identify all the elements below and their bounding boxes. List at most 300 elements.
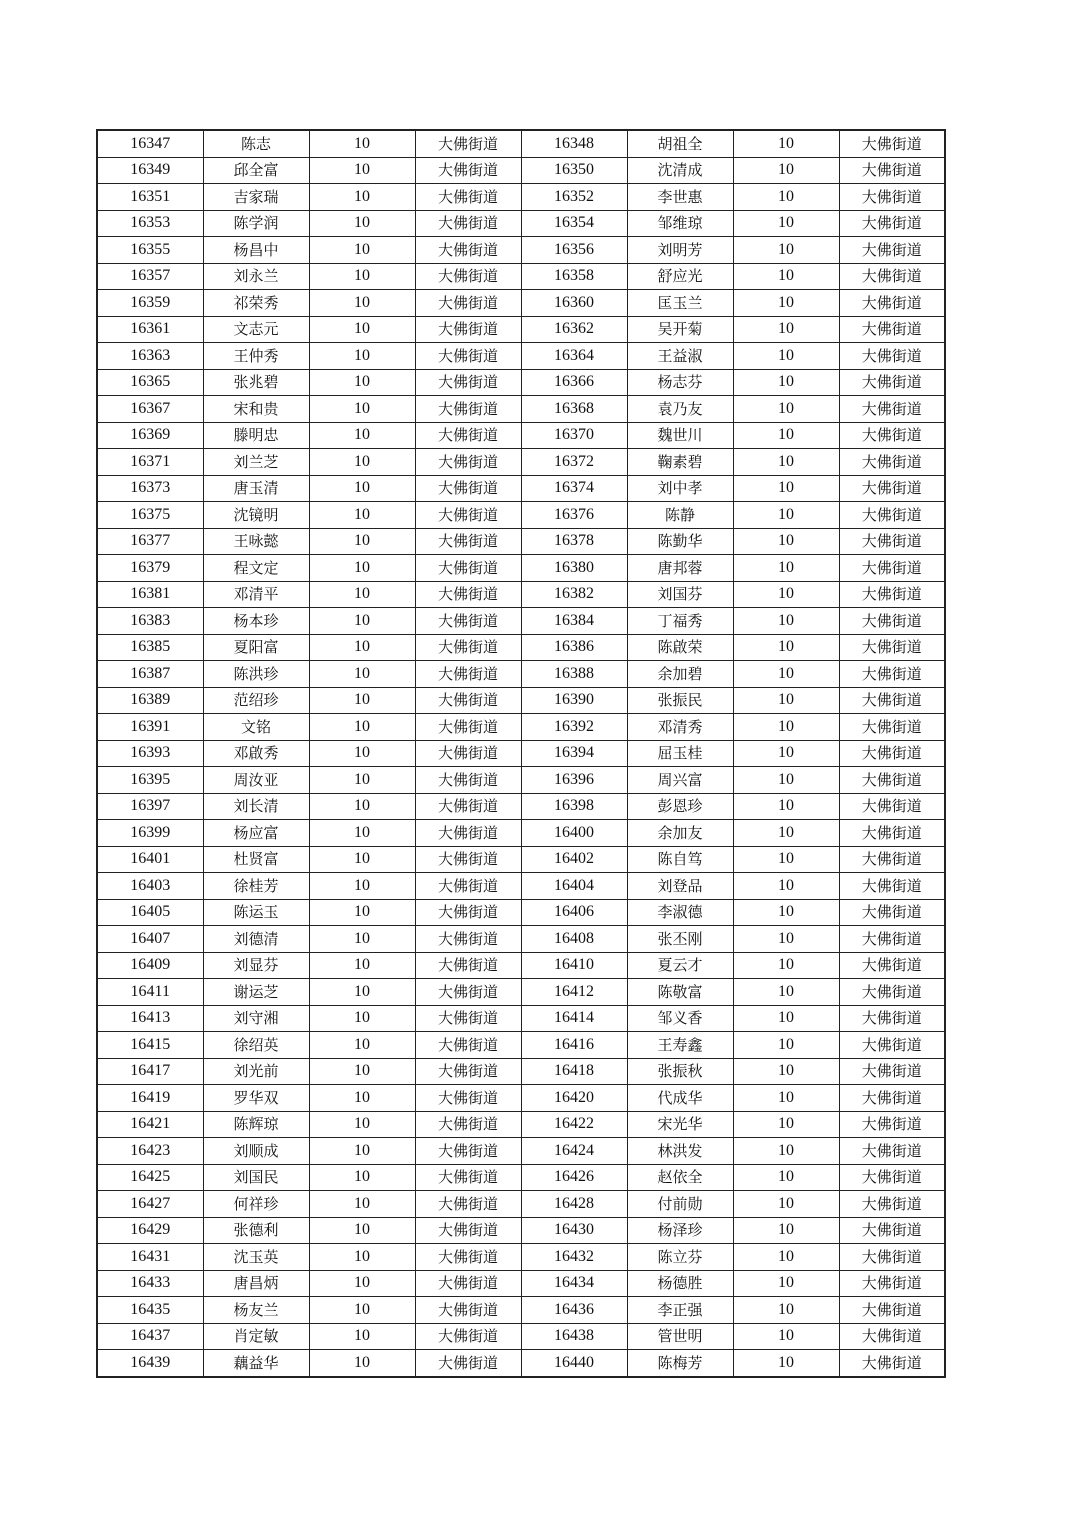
cell-id-right: 16374	[521, 475, 627, 502]
cell-name-right: 张振民	[627, 687, 733, 714]
cell-count-right: 10	[733, 952, 839, 979]
table-row	[97, 1005, 945, 1032]
table-row	[97, 1297, 945, 1324]
cell-count-left: 10	[309, 687, 415, 714]
cell-name-left: 张德利	[203, 1217, 309, 1244]
cell-name-right: 赵依全	[627, 1164, 733, 1191]
cell-id-right: 16412	[521, 979, 627, 1006]
cell-count-right: 10	[733, 316, 839, 343]
cell-id-right: 16422	[521, 1111, 627, 1138]
cell-street-left: 大佛街道	[415, 581, 521, 608]
cell-name-right: 陈立芬	[627, 1244, 733, 1271]
cell-street-left: 大佛街道	[415, 846, 521, 873]
cell-id-left: 16361	[97, 316, 203, 343]
cell-count-left: 10	[309, 740, 415, 767]
cell-name-left: 刘显芬	[203, 952, 309, 979]
cell-id-left: 16423	[97, 1138, 203, 1165]
cell-count-left: 10	[309, 396, 415, 423]
cell-street-left: 大佛街道	[415, 1138, 521, 1165]
cell-id-left: 16415	[97, 1032, 203, 1059]
cell-id-left: 16399	[97, 820, 203, 847]
cell-name-left: 邱全富	[203, 157, 309, 184]
cell-name-right: 匡玉兰	[627, 290, 733, 317]
cell-count-right: 10	[733, 1323, 839, 1350]
cell-street-right: 大佛街道	[839, 846, 945, 873]
cell-name-right: 屈玉桂	[627, 740, 733, 767]
table-row	[97, 1111, 945, 1138]
cell-street-left: 大佛街道	[415, 661, 521, 688]
cell-count-right: 10	[733, 157, 839, 184]
cell-street-right: 大佛街道	[839, 820, 945, 847]
table-row	[97, 555, 945, 582]
cell-street-right: 大佛街道	[839, 316, 945, 343]
cell-name-left: 刘兰芝	[203, 449, 309, 476]
cell-count-left: 10	[309, 1297, 415, 1324]
cell-street-left: 大佛街道	[415, 873, 521, 900]
cell-name-left: 祁荣秀	[203, 290, 309, 317]
table-row	[97, 1270, 945, 1297]
cell-count-right: 10	[733, 422, 839, 449]
cell-count-left: 10	[309, 528, 415, 555]
cell-street-left: 大佛街道	[415, 899, 521, 926]
table-row	[97, 714, 945, 741]
cell-name-left: 杨友兰	[203, 1297, 309, 1324]
cell-street-left: 大佛街道	[415, 422, 521, 449]
cell-count-right: 10	[733, 979, 839, 1006]
cell-street-left: 大佛街道	[415, 396, 521, 423]
cell-count-left: 10	[309, 1032, 415, 1059]
table-row	[97, 899, 945, 926]
cell-count-left: 10	[309, 846, 415, 873]
cell-name-left: 邓清平	[203, 581, 309, 608]
cell-street-left: 大佛街道	[415, 528, 521, 555]
cell-id-right: 16352	[521, 184, 627, 211]
cell-street-right: 大佛街道	[839, 422, 945, 449]
cell-street-left: 大佛街道	[415, 608, 521, 635]
cell-street-left: 大佛街道	[415, 130, 521, 157]
cell-name-left: 刘永兰	[203, 263, 309, 290]
cell-id-left: 16385	[97, 634, 203, 661]
cell-name-left: 程文定	[203, 555, 309, 582]
cell-street-right: 大佛街道	[839, 1217, 945, 1244]
cell-count-left: 10	[309, 449, 415, 476]
cell-count-right: 10	[733, 926, 839, 953]
cell-id-right: 16384	[521, 608, 627, 635]
cell-street-right: 大佛街道	[839, 1138, 945, 1165]
cell-name-left: 徐绍英	[203, 1032, 309, 1059]
cell-street-left: 大佛街道	[415, 1297, 521, 1324]
cell-id-left: 16389	[97, 687, 203, 714]
cell-street-left: 大佛街道	[415, 793, 521, 820]
cell-name-right: 彭恩珍	[627, 793, 733, 820]
cell-street-right: 大佛街道	[839, 899, 945, 926]
table-row	[97, 634, 945, 661]
cell-name-right: 林洪发	[627, 1138, 733, 1165]
cell-name-right: 王寿鑫	[627, 1032, 733, 1059]
cell-street-right: 大佛街道	[839, 740, 945, 767]
cell-street-right: 大佛街道	[839, 1270, 945, 1297]
cell-id-left: 16391	[97, 714, 203, 741]
cell-count-left: 10	[309, 1323, 415, 1350]
cell-street-left: 大佛街道	[415, 1191, 521, 1218]
cell-count-left: 10	[309, 263, 415, 290]
cell-count-left: 10	[309, 793, 415, 820]
cell-id-left: 16405	[97, 899, 203, 926]
table-row	[97, 449, 945, 476]
cell-count-right: 10	[733, 820, 839, 847]
cell-id-left: 16419	[97, 1085, 203, 1112]
cell-count-left: 10	[309, 555, 415, 582]
cell-id-right: 16436	[521, 1297, 627, 1324]
cell-id-left: 16357	[97, 263, 203, 290]
cell-name-right: 丁福秀	[627, 608, 733, 635]
cell-id-left: 16403	[97, 873, 203, 900]
cell-id-right: 16358	[521, 263, 627, 290]
cell-street-right: 大佛街道	[839, 396, 945, 423]
cell-count-left: 10	[309, 1111, 415, 1138]
cell-id-left: 16383	[97, 608, 203, 635]
cell-count-left: 10	[309, 1191, 415, 1218]
table-row	[97, 502, 945, 529]
cell-name-left: 徐桂芳	[203, 873, 309, 900]
cell-id-left: 16433	[97, 1270, 203, 1297]
cell-id-right: 16366	[521, 369, 627, 396]
table-row	[97, 210, 945, 237]
cell-id-right: 16410	[521, 952, 627, 979]
cell-count-right: 10	[733, 581, 839, 608]
table-row	[97, 1217, 945, 1244]
table-row	[97, 343, 945, 370]
cell-name-left: 王咏懿	[203, 528, 309, 555]
cell-name-left: 陈辉琼	[203, 1111, 309, 1138]
table-row	[97, 1244, 945, 1271]
cell-count-right: 10	[733, 1138, 839, 1165]
cell-street-right: 大佛街道	[839, 1111, 945, 1138]
table-row	[97, 184, 945, 211]
cell-street-left: 大佛街道	[415, 979, 521, 1006]
cell-count-left: 10	[309, 1005, 415, 1032]
cell-id-left: 16425	[97, 1164, 203, 1191]
cell-street-right: 大佛街道	[839, 687, 945, 714]
cell-count-left: 10	[309, 820, 415, 847]
cell-street-right: 大佛街道	[839, 1323, 945, 1350]
cell-count-right: 10	[733, 1244, 839, 1271]
cell-name-left: 刘顺成	[203, 1138, 309, 1165]
cell-name-left: 刘光前	[203, 1058, 309, 1085]
cell-name-right: 李淑德	[627, 899, 733, 926]
table-row	[97, 396, 945, 423]
cell-count-right: 10	[733, 687, 839, 714]
cell-count-right: 10	[733, 184, 839, 211]
cell-count-right: 10	[733, 1270, 839, 1297]
cell-count-left: 10	[309, 714, 415, 741]
cell-count-left: 10	[309, 1138, 415, 1165]
cell-street-left: 大佛街道	[415, 316, 521, 343]
cell-id-left: 16401	[97, 846, 203, 873]
cell-name-left: 刘守湘	[203, 1005, 309, 1032]
cell-id-right: 16440	[521, 1350, 627, 1377]
cell-id-right: 16406	[521, 899, 627, 926]
cell-id-left: 16437	[97, 1323, 203, 1350]
cell-id-left: 16435	[97, 1297, 203, 1324]
cell-count-right: 10	[733, 1297, 839, 1324]
cell-street-right: 大佛街道	[839, 1191, 945, 1218]
cell-street-right: 大佛街道	[839, 634, 945, 661]
cell-id-right: 16420	[521, 1085, 627, 1112]
cell-count-left: 10	[309, 290, 415, 317]
cell-name-left: 陈运玉	[203, 899, 309, 926]
cell-count-left: 10	[309, 634, 415, 661]
cell-name-right: 杨泽珍	[627, 1217, 733, 1244]
cell-name-right: 陈啟荣	[627, 634, 733, 661]
cell-count-left: 10	[309, 1244, 415, 1271]
cell-count-left: 10	[309, 475, 415, 502]
cell-count-right: 10	[733, 290, 839, 317]
cell-name-right: 刘国芬	[627, 581, 733, 608]
cell-street-right: 大佛街道	[839, 290, 945, 317]
cell-street-left: 大佛街道	[415, 237, 521, 264]
cell-name-left: 王仲秀	[203, 343, 309, 370]
cell-id-left: 16411	[97, 979, 203, 1006]
cell-count-right: 10	[733, 634, 839, 661]
cell-count-left: 10	[309, 608, 415, 635]
cell-count-right: 10	[733, 1005, 839, 1032]
cell-id-left: 16409	[97, 952, 203, 979]
cell-count-left: 10	[309, 1217, 415, 1244]
cell-street-right: 大佛街道	[839, 555, 945, 582]
cell-id-right: 16430	[521, 1217, 627, 1244]
cell-street-right: 大佛街道	[839, 952, 945, 979]
cell-name-left: 唐昌炳	[203, 1270, 309, 1297]
cell-id-right: 16424	[521, 1138, 627, 1165]
cell-street-right: 大佛街道	[839, 1058, 945, 1085]
cell-name-right: 周兴富	[627, 767, 733, 794]
table-row	[97, 767, 945, 794]
cell-id-left: 16393	[97, 740, 203, 767]
cell-street-left: 大佛街道	[415, 634, 521, 661]
cell-name-left: 藕益华	[203, 1350, 309, 1377]
cell-id-right: 16382	[521, 581, 627, 608]
cell-name-right: 舒应光	[627, 263, 733, 290]
cell-count-right: 10	[733, 899, 839, 926]
cell-id-right: 16402	[521, 846, 627, 873]
cell-name-left: 宋和贵	[203, 396, 309, 423]
cell-count-left: 10	[309, 369, 415, 396]
cell-name-right: 陈梅芳	[627, 1350, 733, 1377]
cell-street-right: 大佛街道	[839, 1032, 945, 1059]
cell-count-right: 10	[733, 793, 839, 820]
cell-street-right: 大佛街道	[839, 1350, 945, 1377]
cell-name-left: 陈志	[203, 130, 309, 157]
cell-count-left: 10	[309, 130, 415, 157]
cell-name-left: 刘德清	[203, 926, 309, 953]
cell-count-right: 10	[733, 740, 839, 767]
cell-name-right: 夏云才	[627, 952, 733, 979]
cell-street-left: 大佛街道	[415, 1005, 521, 1032]
cell-id-left: 16431	[97, 1244, 203, 1271]
cell-name-right: 杨志芬	[627, 369, 733, 396]
cell-count-right: 10	[733, 449, 839, 476]
cell-id-left: 16367	[97, 396, 203, 423]
cell-street-right: 大佛街道	[839, 263, 945, 290]
cell-street-left: 大佛街道	[415, 740, 521, 767]
cell-count-left: 10	[309, 952, 415, 979]
cell-count-left: 10	[309, 1270, 415, 1297]
cell-street-left: 大佛街道	[415, 952, 521, 979]
cell-name-right: 刘中孝	[627, 475, 733, 502]
cell-name-left: 文志元	[203, 316, 309, 343]
table-row	[97, 661, 945, 688]
cell-street-right: 大佛街道	[839, 449, 945, 476]
cell-id-right: 16400	[521, 820, 627, 847]
cell-id-left: 16369	[97, 422, 203, 449]
cell-name-left: 何祥珍	[203, 1191, 309, 1218]
cell-street-right: 大佛街道	[839, 926, 945, 953]
cell-street-right: 大佛街道	[839, 1164, 945, 1191]
cell-street-right: 大佛街道	[839, 979, 945, 1006]
cell-street-left: 大佛街道	[415, 157, 521, 184]
cell-count-left: 10	[309, 581, 415, 608]
cell-id-left: 16375	[97, 502, 203, 529]
cell-street-right: 大佛街道	[839, 528, 945, 555]
table-row	[97, 475, 945, 502]
cell-id-left: 16413	[97, 1005, 203, 1032]
cell-name-right: 代成华	[627, 1085, 733, 1112]
cell-name-left: 周汝亚	[203, 767, 309, 794]
cell-name-right: 陈勤华	[627, 528, 733, 555]
cell-name-right: 胡祖全	[627, 130, 733, 157]
table-row	[97, 873, 945, 900]
table-row	[97, 1164, 945, 1191]
cell-count-left: 10	[309, 899, 415, 926]
cell-street-left: 大佛街道	[415, 555, 521, 582]
cell-street-left: 大佛街道	[415, 502, 521, 529]
cell-street-left: 大佛街道	[415, 767, 521, 794]
table-row	[97, 1085, 945, 1112]
cell-count-right: 10	[733, 237, 839, 264]
cell-id-right: 16386	[521, 634, 627, 661]
cell-count-right: 10	[733, 396, 839, 423]
cell-name-right: 李正强	[627, 1297, 733, 1324]
cell-count-right: 10	[733, 263, 839, 290]
cell-name-right: 李世惠	[627, 184, 733, 211]
cell-id-right: 16348	[521, 130, 627, 157]
cell-name-left: 陈洪珍	[203, 661, 309, 688]
cell-street-right: 大佛街道	[839, 210, 945, 237]
table-row	[97, 290, 945, 317]
cell-count-right: 10	[733, 714, 839, 741]
cell-name-left: 杨本珍	[203, 608, 309, 635]
cell-street-right: 大佛街道	[839, 184, 945, 211]
cell-name-left: 唐玉清	[203, 475, 309, 502]
cell-count-right: 10	[733, 608, 839, 635]
cell-name-left: 谢运芝	[203, 979, 309, 1006]
cell-street-right: 大佛街道	[839, 1297, 945, 1324]
cell-street-right: 大佛街道	[839, 1005, 945, 1032]
cell-count-right: 10	[733, 475, 839, 502]
roster-table-body	[97, 130, 945, 1377]
cell-name-right: 陈自笃	[627, 846, 733, 873]
cell-id-right: 16372	[521, 449, 627, 476]
cell-street-left: 大佛街道	[415, 1058, 521, 1085]
cell-id-right: 16432	[521, 1244, 627, 1271]
cell-id-left: 16407	[97, 926, 203, 953]
cell-id-right: 16428	[521, 1191, 627, 1218]
cell-street-right: 大佛街道	[839, 157, 945, 184]
cell-name-left: 陈学润	[203, 210, 309, 237]
cell-street-right: 大佛街道	[839, 793, 945, 820]
cell-id-left: 16427	[97, 1191, 203, 1218]
cell-name-right: 宋光华	[627, 1111, 733, 1138]
table-row	[97, 608, 945, 635]
cell-count-left: 10	[309, 210, 415, 237]
cell-street-left: 大佛街道	[415, 926, 521, 953]
cell-name-right: 唐邦蓉	[627, 555, 733, 582]
cell-count-right: 10	[733, 528, 839, 555]
cell-id-left: 16347	[97, 130, 203, 157]
cell-street-left: 大佛街道	[415, 1350, 521, 1377]
cell-street-right: 大佛街道	[839, 502, 945, 529]
table-row	[97, 1350, 945, 1377]
cell-id-left: 16359	[97, 290, 203, 317]
cell-id-right: 16396	[521, 767, 627, 794]
cell-id-right: 16392	[521, 714, 627, 741]
cell-street-left: 大佛街道	[415, 1217, 521, 1244]
cell-id-left: 16351	[97, 184, 203, 211]
cell-id-right: 16404	[521, 873, 627, 900]
cell-count-right: 10	[733, 130, 839, 157]
cell-name-right: 邓清秀	[627, 714, 733, 741]
cell-id-right: 16380	[521, 555, 627, 582]
cell-count-right: 10	[733, 1164, 839, 1191]
table-row	[97, 793, 945, 820]
cell-street-left: 大佛街道	[415, 449, 521, 476]
table-row	[97, 740, 945, 767]
cell-name-left: 刘长清	[203, 793, 309, 820]
cell-id-right: 16364	[521, 343, 627, 370]
cell-name-left: 肖定敏	[203, 1323, 309, 1350]
cell-id-left: 16349	[97, 157, 203, 184]
cell-count-right: 10	[733, 1191, 839, 1218]
cell-street-left: 大佛街道	[415, 475, 521, 502]
cell-id-right: 16360	[521, 290, 627, 317]
cell-name-right: 邹维琼	[627, 210, 733, 237]
cell-name-left: 文铭	[203, 714, 309, 741]
cell-name-right: 沈清成	[627, 157, 733, 184]
cell-name-left: 杜贤富	[203, 846, 309, 873]
cell-count-left: 10	[309, 502, 415, 529]
table-row	[97, 687, 945, 714]
cell-id-right: 16426	[521, 1164, 627, 1191]
cell-street-left: 大佛街道	[415, 714, 521, 741]
cell-street-left: 大佛街道	[415, 820, 521, 847]
cell-id-left: 16387	[97, 661, 203, 688]
cell-street-right: 大佛街道	[839, 767, 945, 794]
cell-id-left: 16373	[97, 475, 203, 502]
cell-id-left: 16371	[97, 449, 203, 476]
cell-name-left: 杨昌中	[203, 237, 309, 264]
cell-count-right: 10	[733, 1111, 839, 1138]
roster-table	[96, 129, 946, 1378]
cell-name-left: 沈玉英	[203, 1244, 309, 1271]
cell-street-left: 大佛街道	[415, 210, 521, 237]
cell-name-right: 余加友	[627, 820, 733, 847]
cell-id-right: 16376	[521, 502, 627, 529]
cell-count-right: 10	[733, 502, 839, 529]
cell-street-left: 大佛街道	[415, 1111, 521, 1138]
table-row	[97, 1191, 945, 1218]
cell-name-right: 杨德胜	[627, 1270, 733, 1297]
